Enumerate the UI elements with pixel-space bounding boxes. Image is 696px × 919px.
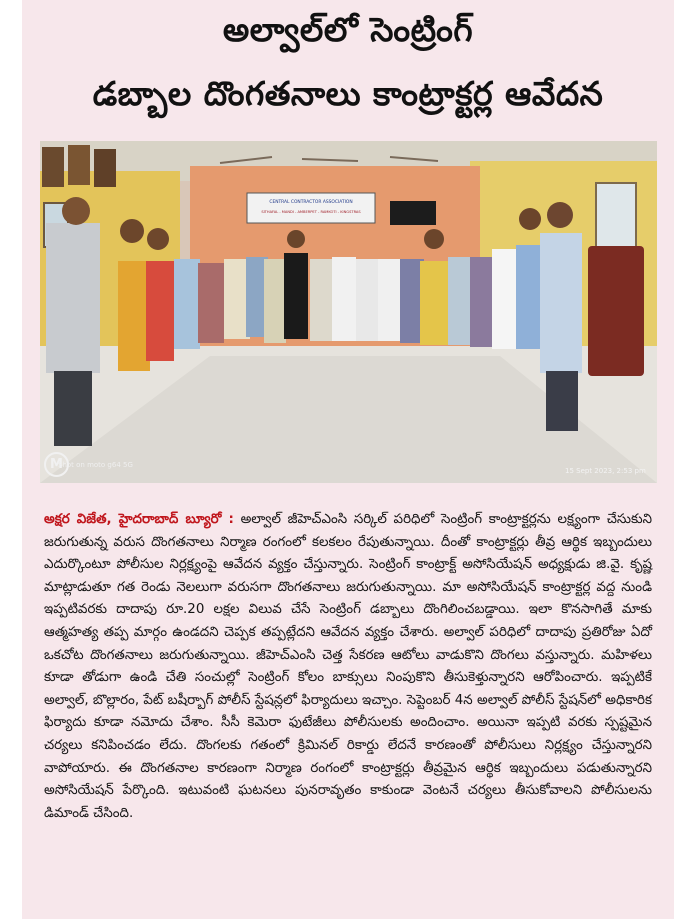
photo-timestamp: 15 Sept 2023, 2:53 pm <box>565 467 646 475</box>
article-body <box>44 509 652 825</box>
banner-text-2: SITHAFAL - MANDI - AMBERPET - RAMKOTI - KINGSTRAS <box>261 210 361 214</box>
banner-text-1: CENTRAL CONTRACTOR ASSOCIATION <box>269 200 353 205</box>
headline-line-2: డబ్బాల దొంగతనాలు కాంట్రాక్టర్ల ఆవేదన <box>92 74 604 113</box>
camera-brand-logo: M <box>44 452 69 477</box>
article-byline: అక్షర విజేత, హైదరాబాద్ బ్యూరో : <box>44 512 234 527</box>
photo-watermark: Shot on moto g64 5G <box>58 461 133 469</box>
article-text: అల్వాల్ జీహెచ్‌ఎంసి సర్కిల్ పరిధిలో సెంట్రింగ్ కాంట్రాక్టర్లను లక్ష్యంగా చేసుకుని జరుగుతున్న వరుస దొంగతనాలు నిర్మాణ రంగంలో కలకలం రేపుతున్నాయి. దీంతో కాంట్రాక్టర్లు తీవ్ర ఆర్థిక ఇబ్బందులు ఎదుర్కొంటూ పోలీసుల నిర్లక్ష్యంపై ఆవేదన వ్యక్తం చేస్తున్నారు. సెంట్రింగ్ కాంట్రాక్ట్ అసోసియేషన్ అధ్యక్షుడు జి.వై. కృష్ణ మాట్లాడుతూ గత రెండు నెలలుగా వరుసగా దొంగతనాలు జరుగుతున్నాయి. మా అసోసియేషన్ కాంట్రాక్టర్ల వద్ద నుండి ఇప్పటివరకు దాదాపు రూ.20 లక్షల విలువ చేసే సెంట్రింగ్ డబ్బాలు దొంగిలించబడ్డాయి. ఇలా కొనసాగితే మాకు ఆత్మహత్య తప్ప మార్గం ఉండదని చెప్పక తప్పట్లేదని ఆవేదన వ్యక్తం చేశారు. అల్వాల్ పరిధిలో దాదాపు ప్రతిరోజు ఏదో ఒకచోట దొంగతనాలు జరుగుతున్నాయి. జీహెచ్‌ఎంసి చెత్త సేకరణ ఆటోలు వాడుకొని దొంగలు వస్తున్నారు. మహిళలు కూడా తోడుగా ఉండి చేతి సంచుల్లో సెంట్రింగ్ కోలం బాక్సులు నింపుకొని తీసుకెళ్తున్నారని ఆరోపించారు. ఇప్పటికే అల్వాల్, బొల్లారం, పేట్ బషీర్బాగ్ పోలీస్ స్టేషన్లలో ఫిర్యాదులు ఇచ్చాం. సెప్టెంబర్ 4న అల్వాల్ పోలీస్ స్టేషన్‌లో అధికారిక ఫిర్యాదు కూడా నమోదు చేశాం. సీసీ కెమెరా ఫుటేజీలు పోలీసులకు అందించాం. అయినా ఇప్పటి వరకు స్పష్టమైన చర్యలు కనిపించడం లేదు. దొంగలకు గతంలో క్రిమినల్ రికార్డు లేదనే కారణంతో పోలీసులు నిర్లక్ష్యం చేస్తున్నారని వాపోయారు. ఈ దొంగతనాల కారణంగా నిర్మాణ రంగంలో కాంట్రాక్టర్లు తీవ్రమైన ఆర్థిక ఇబ్బందులు పడుతున్నారని అసోసియేషన్ పేర్కొంది. ఇటువంటి ఘటనలు పునరావృతం కాకుండా వెంటనే చర్యలు తీసుకోవాలని పోలీసులను డిమాండ్ చేసింది. <box>44 512 652 821</box>
group-photo <box>40 141 657 483</box>
headline-line-1: అల్వాల్‌లో సెంట్రింగ్ <box>222 10 474 49</box>
